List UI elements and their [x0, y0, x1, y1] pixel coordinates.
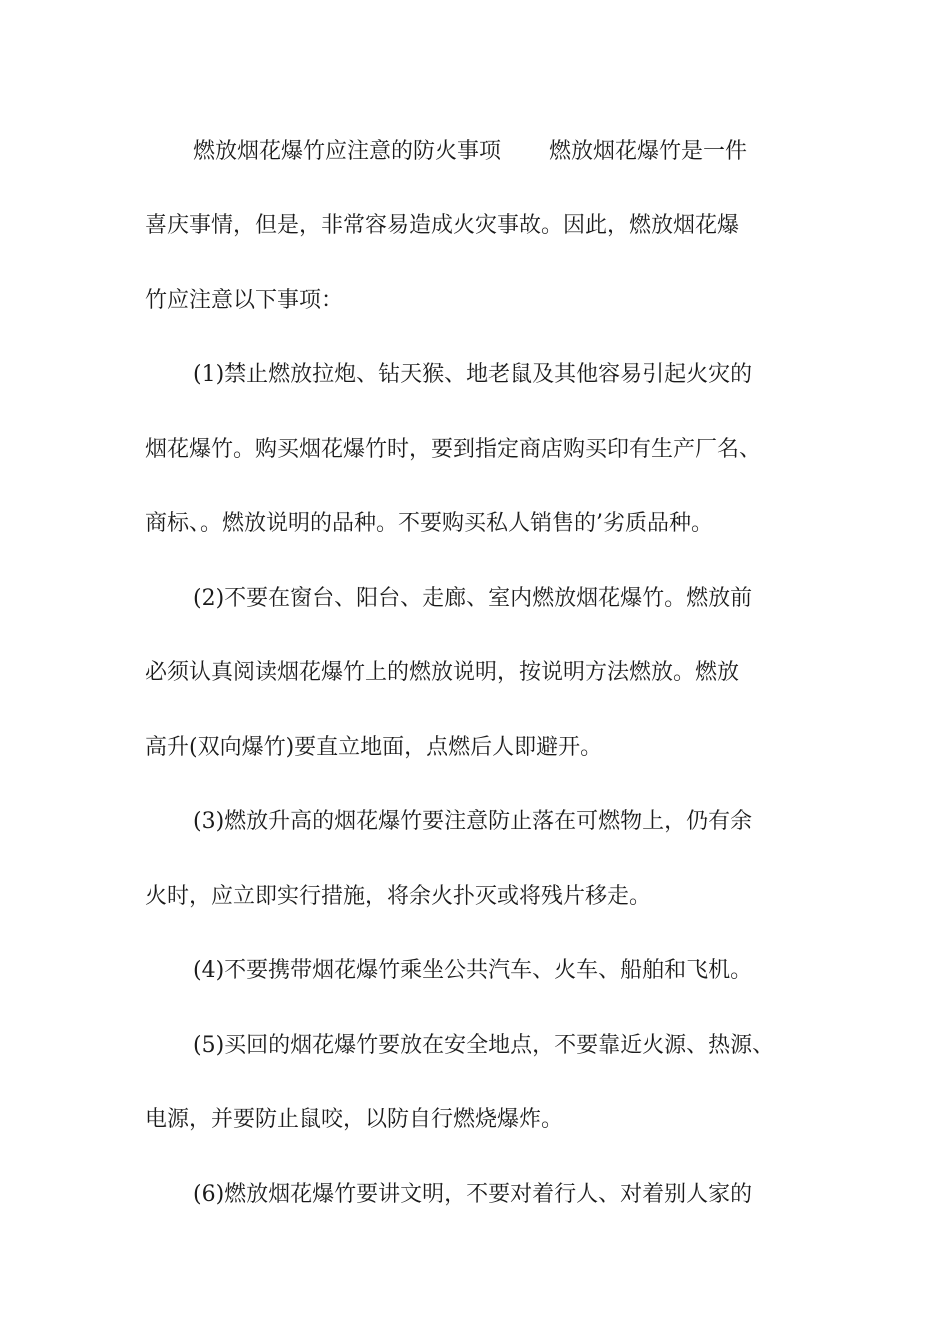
item-2-line-1: (2)不要在窗台、阳台、走廊、室内燃放烟花爆竹。燃放前: [193, 586, 753, 611]
item-3-line-1: (3)燃放升高的烟花爆竹要注意防止落在可燃物上，仍有余: [193, 809, 753, 834]
item-1-line-3: 商标、。燃放说明的品种。不要购买私人销售的’劣质品种。: [145, 511, 713, 536]
document-title: 燃放烟花爆竹应注意的防火事项: [193, 139, 502, 164]
item-5-line-2: 电源，并要防止鼠咬，以防自行燃烧爆炸。: [145, 1107, 564, 1132]
item-3-line-2: 火时，应立即实行措施，将余火扑灭或将残片移走。: [145, 884, 652, 909]
item-2-line-2: 必须认真阅读烟花爆竹上的燃放说明，按说明方法燃放。燃放: [145, 660, 740, 685]
item-4-line-1: (4)不要携带烟花爆竹乘坐公共汽车、火车、船舶和飞机。: [193, 958, 753, 983]
item-2-line-3: 高升(双向爆竹)要直立地面，点燃后人即避开。: [145, 735, 603, 760]
intro-text: 燃放烟花爆竹是一件: [549, 139, 748, 164]
paragraph-intro-line-2: 喜庆事情，但是，非常容易造成火灾事故。因此，燃放烟花爆: [145, 213, 740, 238]
item-5-line-1: (5)买回的烟花爆竹要放在安全地点，不要靠近火源、热源、: [193, 1033, 775, 1058]
item-1-line-2: 烟花爆竹。购买烟花爆竹时，要到指定商店购买印有生产厂名、: [145, 437, 762, 462]
paragraph-intro-line-1: [193, 128, 747, 176]
item-1-line-1: (1)禁止燃放拉炮、钻天猴、地老鼠及其他容易引起火灾的: [193, 362, 753, 387]
item-6-line-1: (6)燃放烟花爆竹要讲文明，不要对着行人、对着别人家的: [193, 1182, 753, 1207]
paragraph-intro-line-3: 竹应注意以下事项：: [145, 288, 344, 313]
